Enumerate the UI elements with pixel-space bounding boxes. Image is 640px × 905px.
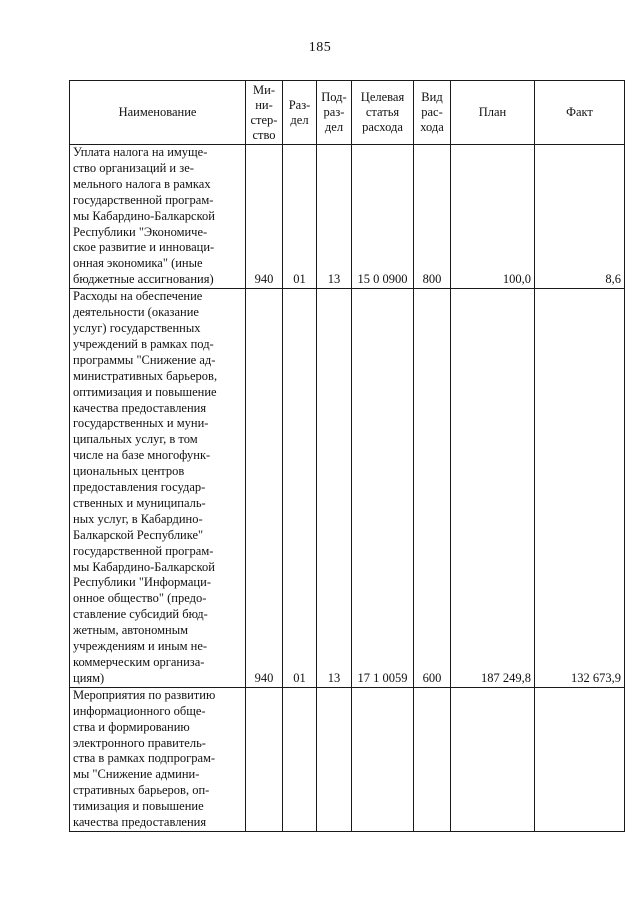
row-name: Расходы на обеспечение деятельности (оказание услуг) государственных учреждений в рамках под- программы "Снижение ад- министративных барьеров, оптимизация и повышение качества предоставления государственных и муни- ципальных услуг, в том числе на базе многофунк- циональных центров предоставления государ- ственных и муниципаль- ных услуг, в Кабардино- Балкарской Республике" государственной програм- мы Кабардино-Балкарской Республики "Информаци- онное общество" (предо- ставление субсидий бюд- жетным, автономным учреждениям и иным не- коммерческим организа- циям): [70, 289, 246, 688]
row-plan: 187 249,8: [451, 289, 535, 688]
row-name: Мероприятия по развитию информационного обще- ства и формированию электронного правитель- ства в рамках подпрограм- мы "Снижение админи- стративных барьеров, оп- тимизация и повышение качества предоставления: [70, 687, 246, 831]
row-subsection: [317, 687, 352, 831]
table-row: [70, 289, 625, 688]
row-target-article: 15 0 0900: [352, 145, 414, 289]
header-subsection: Под- раз- дел: [317, 81, 352, 145]
row-section: 01: [283, 289, 317, 688]
row-ministry: 940: [246, 145, 283, 289]
row-ministry: 940: [246, 289, 283, 688]
table-row: [70, 145, 625, 289]
row-section: [283, 687, 317, 831]
header-ministry: Ми- ни- стер- ство: [246, 81, 283, 145]
row-fact: [535, 687, 625, 831]
header-fact: Факт: [535, 81, 625, 145]
row-expense-type: [414, 687, 451, 831]
row-target-article: 17 1 0059: [352, 289, 414, 688]
header-expense-type: Вид рас- хода: [414, 81, 451, 145]
row-target-article: [352, 687, 414, 831]
budget-table: [69, 80, 625, 832]
table-row: [70, 687, 625, 831]
row-subsection: 13: [317, 289, 352, 688]
header-target-article: Целевая статья расхода: [352, 81, 414, 145]
row-ministry: [246, 687, 283, 831]
row-expense-type: 600: [414, 289, 451, 688]
row-expense-type: 800: [414, 145, 451, 289]
header-section: Раз- дел: [283, 81, 317, 145]
page-number: 185: [308, 40, 332, 55]
row-subsection: 13: [317, 145, 352, 289]
row-plan: [451, 687, 535, 831]
header-plan: План: [451, 81, 535, 145]
row-section: 01: [283, 145, 317, 289]
row-fact: 8,6: [535, 145, 625, 289]
row-fact: 132 673,9: [535, 289, 625, 688]
row-name: Уплата налога на имуще- ство организаций и зе- мельного налога в рамках государственной програм- мы Кабардино-Балкарской Республики "Экономиче- ское развитие и инноваци- онная экономика" (иные бюджетные ассигнования): [70, 145, 246, 289]
table-header-row: [70, 81, 625, 145]
row-plan: 100,0: [451, 145, 535, 289]
header-name: Наименование: [70, 81, 246, 145]
